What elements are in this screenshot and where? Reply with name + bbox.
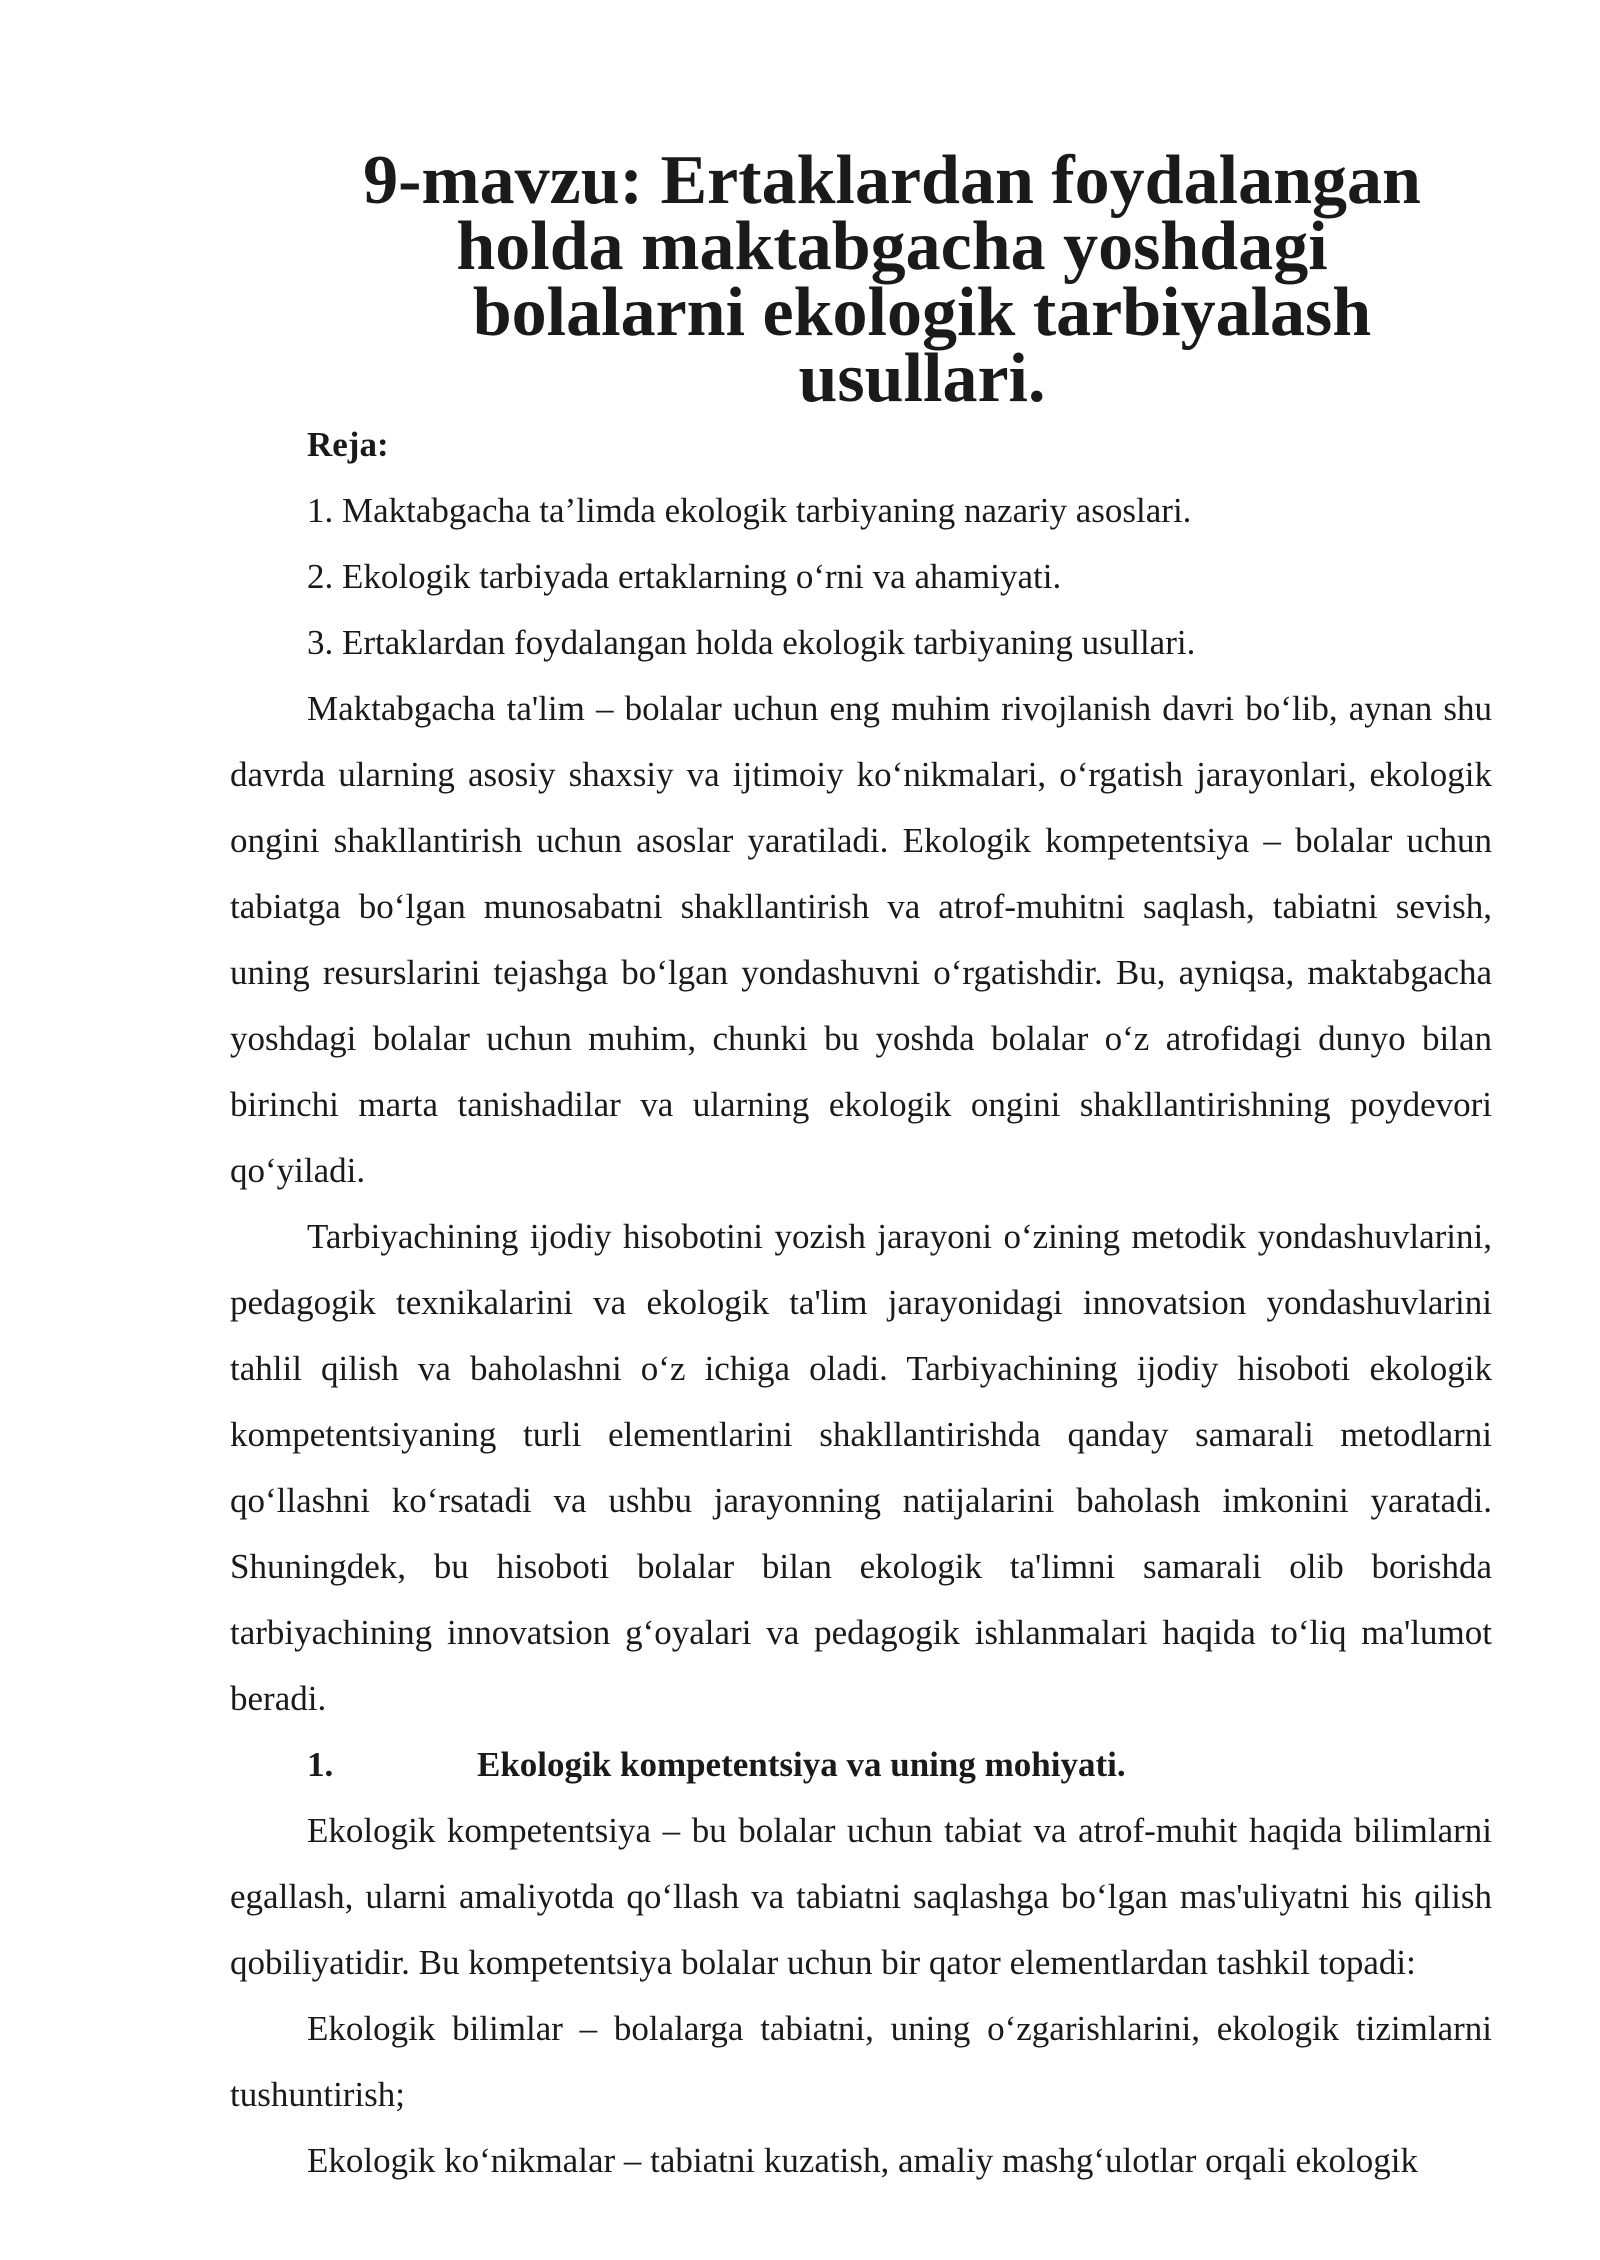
section-title: Ekologik kompetentsiya va uning mohiyati. (477, 1745, 1126, 1784)
plan-heading: Reja: (307, 425, 389, 464)
body-paragraph: Tarbiyachining ijodiy hisobotini yozish jarayoni o‘zining metodik yondashuvlarini, pedagogik texnikalarini va ekologik ta'lim jarayonidagi innovatsion yondashuvlarini tahlil qilish va baholashni o‘z ichiga oladi. Tarbiyachining ijodiy hisoboti ekologik kompetentsiyaning turli elementlarini shakllantirishda qanday samarali metodlarni qo‘llashni ko‘rsatadi va ushbu jarayonning natijalarini baholash imkonini yaratadi. Shuningdek, bu hisoboti bolalar bilan ekologik ta'limni samarali olib borishda tarbiyachining innovatsion g‘oyalari va pedagogik ishlanmalari haqida to‘liq ma'lumot beradi. (230, 1217, 1492, 1718)
section-heading (230, 1732, 1492, 1798)
body-paragraph: Maktabgacha ta'lim – bolalar uchun eng muhim rivojlanish davri bo‘lib, aynan shu davrda ularning asosiy shaxsiy va ijtimoiy ko‘nikmalari, o‘rgatish jarayonlari, ekologik ongini shakllantirish uchun asoslar yaratiladi. Ekologik kompetentsiya – bolalar uchun tabiatga bo‘lgan munosabatni shakllantirish va atrof-muhitni saqlash, tabiatni sevish, uning resurslarini tejashga bo‘lgan yondashuvni o‘rgatishdir. Bu, ayniqsa, maktabgacha yoshdagi bolalar uchun muhim, chunki bu yoshda bolalar o‘z atrofidagi dunyo bilan birinchi marta tanishadilar va ularning ekologik ongini shakllantirishning poydevori qo‘yiladi. (230, 689, 1492, 1190)
plan-item: 2. Ekologik tarbiyada ertaklarning o‘rni va ahamiyati. (307, 557, 1062, 596)
plan-list (230, 478, 1492, 676)
document-page (230, 142, 1492, 2194)
title-line-1: 9-mavzu: Ertaklardan foydalangan holda maktabgacha yoshdagi (363, 142, 1421, 285)
plan-item: 3. Ertaklardan foydalangan holda ekologik tarbiyaning usullari. (307, 623, 1196, 662)
body-paragraph: Ekologik bilimlar – bolalarga tabiatni, uning o‘zgarishlarini, ekologik tizimlarni tushuntirish; (230, 2009, 1492, 2114)
title-line-2: bolalarni ekologik tarbiyalash usullari. (472, 274, 1372, 417)
document-title (230, 142, 1492, 417)
body-paragraph: Ekologik ko‘nikmalar – tabiatni kuzatish, amaliy mashg‘ulotlar orqali ekologik (307, 2141, 1418, 2180)
body-paragraph: Ekologik kompetentsiya – bu bolalar uchun tabiat va atrof-muhit haqida bilimlarni egallash, ularni amaliyotda qo‘llash va tabiatni saqlashga bo‘lgan mas'uliyatni his qilish qobiliyatidir. Bu kompetentsiya bolalar uchun bir qator elementlardan tashkil topadi: (230, 1811, 1492, 1982)
plan-item: 1. Maktabgacha ta’limda ekologik tarbiyaning nazariy asoslari. (307, 491, 1192, 530)
section-number: 1. (307, 1745, 334, 1784)
